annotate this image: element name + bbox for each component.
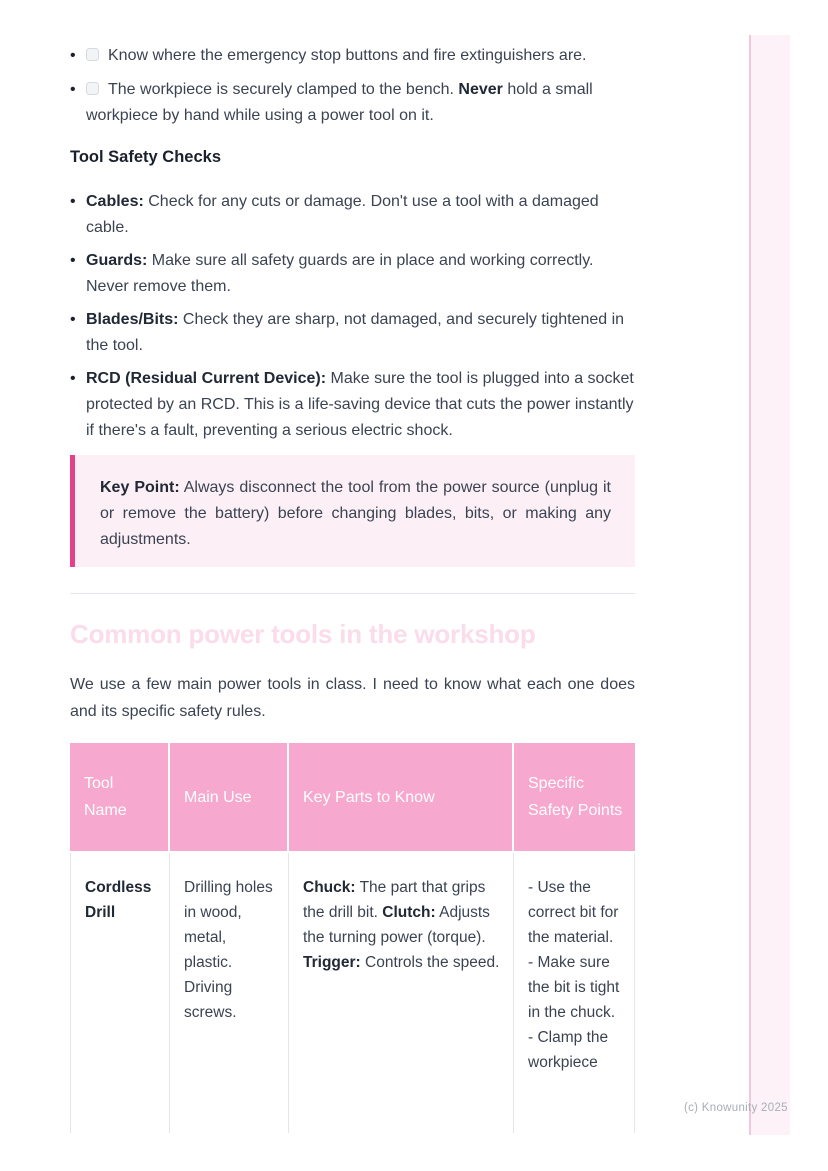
cell-tool-name: Cordless Drill bbox=[70, 853, 170, 1133]
list-item-cables bbox=[70, 189, 635, 241]
tool-safety-checks-heading: Tool Safety Checks bbox=[70, 148, 221, 166]
bullet-icon bbox=[70, 366, 86, 444]
bullet-icon bbox=[70, 77, 86, 129]
safety-checklist bbox=[70, 43, 635, 129]
document-content bbox=[70, 43, 635, 1133]
table-header-row bbox=[70, 743, 635, 853]
bullet-icon bbox=[70, 189, 86, 241]
checkbox-icon[interactable] bbox=[86, 82, 99, 95]
list-item-text: RCD (Residual Current Device): Make sure the tool is plugged into a socket protected by an RCD. This is a life-saving device that cuts the power instantly if there's a fault, preventing a serious electric shock. bbox=[86, 370, 634, 439]
cell-key-parts: Chuck: The part that grips the drill bit. Clutch: Adjusts the turning power (torque). Trigger: Controls the speed. bbox=[289, 853, 514, 1133]
column-header-safety-points: Specific Safety Points bbox=[514, 743, 635, 853]
list-item-rcd bbox=[70, 366, 635, 444]
cell-safety-points: - Use the correct bit for the material. - Make sure the bit is tight in the chuck. - Clamp the workpiece bbox=[514, 853, 635, 1133]
list-item-text: Guards: Make sure all safety guards are in place and working correctly. Never remove them. bbox=[86, 252, 594, 295]
bullet-icon bbox=[70, 248, 86, 300]
section-intro-paragraph: We use a few main power tools in class. I need to know what each one does and its specific safety rules. bbox=[70, 676, 635, 720]
key-point-callout: Key Point: Always disconnect the tool from the power source (unplug it or remove the battery) before changing blades, bits, or making any adjustments. bbox=[70, 455, 635, 567]
column-header-key-parts: Key Parts to Know bbox=[289, 743, 514, 853]
list-item-guards bbox=[70, 248, 635, 300]
list-item-text: Cables: Check for any cuts or damage. Don't use a tool with a damaged cable. bbox=[86, 193, 599, 236]
tools-table bbox=[70, 743, 635, 1133]
bullet-icon bbox=[70, 43, 86, 69]
checklist-item bbox=[70, 43, 635, 69]
tool-safety-list bbox=[70, 189, 635, 444]
column-header-main-use: Main Use bbox=[170, 743, 289, 853]
section-heading-faded: Common power tools in the workshop bbox=[70, 619, 536, 649]
checklist-item-text: Know where the emergency stop buttons and fire extinguishers are. bbox=[108, 47, 587, 64]
section-divider bbox=[70, 593, 635, 594]
knowunity-watermark: (c) Knowunity 2025 bbox=[684, 1102, 788, 1114]
list-item-blades-bits bbox=[70, 307, 635, 359]
checklist-item bbox=[70, 77, 635, 129]
tools-table-container bbox=[70, 743, 635, 1133]
cell-main-use: Drilling holes in wood, metal, plastic. Driving screws. bbox=[170, 853, 289, 1133]
bullet-icon bbox=[70, 307, 86, 359]
table-row bbox=[70, 853, 635, 1133]
column-header-tool-name: Tool Name bbox=[70, 743, 170, 853]
next-page-edge-strip bbox=[749, 35, 790, 1135]
list-item-text: Blades/Bits: Check they are sharp, not damaged, and securely tightened in the tool. bbox=[86, 311, 625, 354]
checkbox-icon[interactable] bbox=[86, 48, 99, 61]
checklist-item-text: The workpiece is securely clamped to the bench. Never hold a small workpiece by hand while using a power tool on it. bbox=[86, 81, 593, 124]
